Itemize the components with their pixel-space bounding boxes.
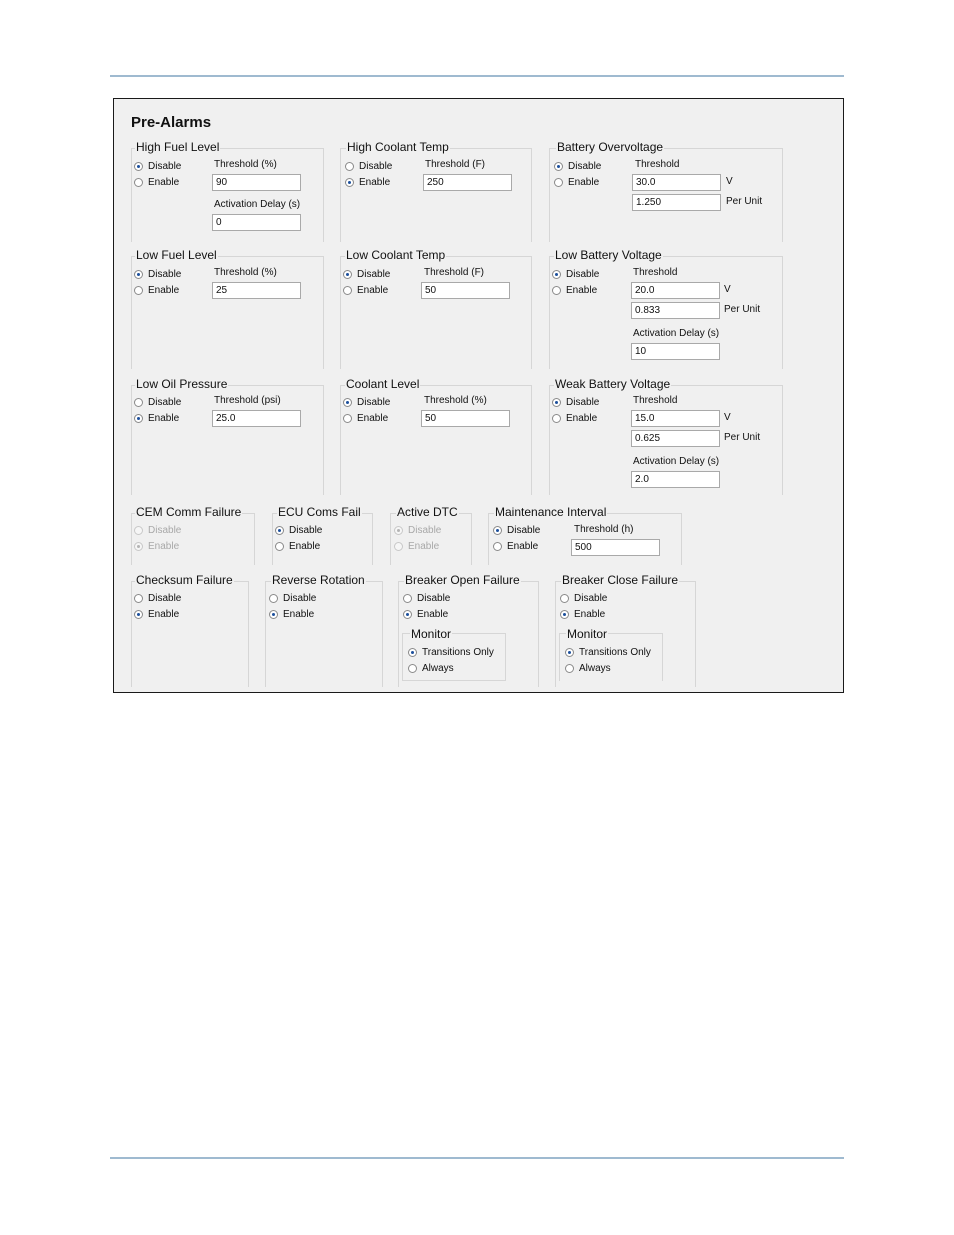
high-fuel-delay-label: Activation Delay (s) bbox=[214, 199, 301, 210]
group-title-maintenance-interval: Maintenance Interval bbox=[495, 505, 607, 519]
radio-breaker-open-disable[interactable] bbox=[403, 593, 450, 604]
radio-label: Disable bbox=[148, 161, 182, 172]
group-ecu-coms-fail bbox=[272, 513, 373, 565]
radio-weak-batt-disable[interactable] bbox=[552, 397, 599, 408]
low-fuel-threshold-label: Threshold (%) bbox=[214, 267, 277, 278]
radio-label: Disable bbox=[357, 269, 391, 280]
radio-dot bbox=[343, 414, 352, 423]
low-fuel-threshold-input[interactable]: 25 bbox=[212, 282, 301, 299]
weak-batt-threshold-label: Threshold bbox=[633, 395, 678, 406]
radio-dot bbox=[343, 270, 352, 279]
radio-breaker-open-enable[interactable] bbox=[403, 609, 448, 620]
radio-label: Transitions Only bbox=[422, 647, 494, 658]
radio-batt-over-enable[interactable] bbox=[554, 177, 599, 188]
radio-label: Enable bbox=[507, 541, 539, 552]
weak-batt-delay-input[interactable]: 2.0 bbox=[631, 471, 720, 488]
radio-low-fuel-enable[interactable] bbox=[134, 285, 179, 296]
radio-dot bbox=[275, 542, 284, 551]
radio-label: Disable bbox=[289, 525, 323, 536]
radio-high-fuel-disable[interactable] bbox=[134, 161, 181, 172]
radio-breaker-close-transitions-only[interactable] bbox=[565, 647, 651, 658]
radio-label: Disable bbox=[148, 525, 182, 536]
radio-label: Disable bbox=[359, 161, 393, 172]
high-fuel-delay-input[interactable]: 0 bbox=[212, 214, 301, 231]
high-fuel-threshold-label: Threshold (%) bbox=[214, 159, 277, 170]
radio-label: Enable bbox=[283, 609, 315, 620]
radio-label: Disable bbox=[408, 525, 442, 536]
radio-dot bbox=[554, 162, 563, 171]
radio-label: Enable bbox=[568, 177, 600, 188]
radio-label: Disable bbox=[566, 269, 600, 280]
radio-breaker-close-enable[interactable] bbox=[560, 609, 605, 620]
radio-label: Enable bbox=[357, 285, 389, 296]
radio-maint-enable[interactable] bbox=[493, 541, 538, 552]
radio-dot bbox=[552, 286, 561, 295]
radio-label: Disable bbox=[417, 593, 451, 604]
group-title-battery-overvoltage: Battery Overvoltage bbox=[557, 140, 664, 154]
radio-low-coolant-disable[interactable] bbox=[343, 269, 390, 280]
radio-low-oil-enable[interactable] bbox=[134, 413, 179, 424]
coolant-level-threshold-input[interactable]: 50 bbox=[421, 410, 510, 427]
low-coolant-threshold-label: Threshold (F) bbox=[424, 267, 485, 278]
weak-batt-threshold-input[interactable]: 15.0 bbox=[631, 410, 720, 427]
radio-dot bbox=[134, 398, 143, 407]
radio-maint-disable[interactable] bbox=[493, 525, 540, 536]
group-cem-comm-failure bbox=[131, 513, 255, 565]
batt-over-threshold-label: Threshold bbox=[635, 159, 680, 170]
radio-label: Transitions Only bbox=[579, 647, 651, 658]
group-active-dtc bbox=[390, 513, 472, 565]
radio-coolant-level-disable[interactable] bbox=[343, 397, 390, 408]
radio-dot bbox=[269, 610, 278, 619]
radio-checksum-enable[interactable] bbox=[134, 609, 179, 620]
footer-rule bbox=[110, 1157, 844, 1159]
radio-label: Disable bbox=[148, 593, 182, 604]
radio-weak-batt-enable[interactable] bbox=[552, 413, 597, 424]
radio-dot bbox=[134, 610, 143, 619]
group-title-reverse-rotation: Reverse Rotation bbox=[272, 573, 365, 587]
weak-batt-delay-label: Activation Delay (s) bbox=[633, 456, 720, 467]
group-title-low-coolant-temp: Low Coolant Temp bbox=[346, 248, 446, 262]
group-title-breaker-open-failure: Breaker Open Failure bbox=[405, 573, 520, 587]
radio-low-batt-disable[interactable] bbox=[552, 269, 599, 280]
maint-threshold-input[interactable]: 500 bbox=[571, 539, 660, 556]
radio-label: Enable bbox=[148, 609, 180, 620]
high-fuel-threshold-input[interactable]: 90 bbox=[212, 174, 301, 191]
radio-label: Enable bbox=[408, 541, 440, 552]
radio-dot bbox=[275, 526, 284, 535]
radio-label: Enable bbox=[148, 541, 180, 552]
radio-low-batt-enable[interactable] bbox=[552, 285, 597, 296]
radio-dot bbox=[134, 178, 143, 187]
radio-dot bbox=[560, 594, 569, 603]
header-rule bbox=[110, 75, 844, 77]
coolant-level-threshold-label: Threshold (%) bbox=[424, 395, 487, 406]
radio-label: Disable bbox=[148, 269, 182, 280]
radio-label: Enable bbox=[359, 177, 391, 188]
radio-label: Enable bbox=[574, 609, 606, 620]
radio-dot bbox=[134, 414, 143, 423]
group-title-breaker-close-monitor: Monitor bbox=[567, 627, 608, 641]
group-title-active-dtc: Active DTC bbox=[397, 505, 458, 519]
radio-dot bbox=[269, 594, 278, 603]
radio-dot bbox=[408, 664, 417, 673]
low-batt-delay-input[interactable]: 10 bbox=[631, 343, 720, 360]
radio-dot bbox=[493, 526, 502, 535]
radio-label: Enable bbox=[148, 177, 180, 188]
group-title-breaker-close-failure: Breaker Close Failure bbox=[562, 573, 679, 587]
weak-batt-unit-label: V bbox=[724, 412, 731, 423]
radio-high-coolant-disable[interactable] bbox=[345, 161, 392, 172]
radio-dot bbox=[552, 398, 561, 407]
radio-checksum-disable[interactable] bbox=[134, 593, 181, 604]
radio-batt-over-disable[interactable] bbox=[554, 161, 601, 172]
radio-label: Enable bbox=[417, 609, 449, 620]
radio-dot bbox=[134, 542, 143, 551]
radio-label: Disable bbox=[574, 593, 608, 604]
radio-reverse-enable[interactable] bbox=[269, 609, 314, 620]
radio-dot bbox=[343, 398, 352, 407]
group-title-checksum-failure: Checksum Failure bbox=[136, 573, 233, 587]
radio-dot bbox=[403, 594, 412, 603]
radio-dot bbox=[134, 526, 143, 535]
radio-label: Disable bbox=[283, 593, 317, 604]
low-oil-threshold-label: Threshold (psi) bbox=[214, 395, 281, 406]
group-title-weak-battery-voltage: Weak Battery Voltage bbox=[555, 377, 671, 391]
batt-over-threshold-input[interactable]: 30.0 bbox=[632, 174, 721, 191]
low-batt-threshold-input[interactable]: 20.0 bbox=[631, 282, 720, 299]
radio-dot bbox=[403, 610, 412, 619]
radio-dtc-disable[interactable] bbox=[394, 525, 441, 536]
radio-label: Disable bbox=[507, 525, 541, 536]
radio-high-fuel-enable[interactable] bbox=[134, 177, 179, 188]
radio-dot bbox=[134, 594, 143, 603]
radio-label: Enable bbox=[566, 413, 598, 424]
weak-batt-per-unit-label: Per Unit bbox=[724, 432, 761, 443]
radio-dot bbox=[134, 270, 143, 279]
low-coolant-threshold-input[interactable]: 50 bbox=[421, 282, 510, 299]
maint-threshold-label: Threshold (h) bbox=[574, 524, 634, 535]
radio-label: Disable bbox=[357, 397, 391, 408]
radio-breaker-close-always[interactable] bbox=[565, 663, 611, 674]
radio-dot bbox=[134, 162, 143, 171]
low-batt-threshold-label: Threshold bbox=[633, 267, 678, 278]
low-batt-per-unit-label: Per Unit bbox=[724, 304, 761, 315]
weak-batt-per-unit-input[interactable]: 0.625 bbox=[631, 430, 720, 447]
radio-ecu-enable[interactable] bbox=[275, 541, 320, 552]
radio-dot bbox=[408, 648, 417, 657]
radio-low-fuel-disable[interactable] bbox=[134, 269, 181, 280]
radio-cem-enable[interactable] bbox=[134, 541, 179, 552]
batt-over-per-unit-label: Per Unit bbox=[726, 196, 763, 207]
radio-dot bbox=[565, 648, 574, 657]
radio-dot bbox=[394, 542, 403, 551]
radio-low-oil-disable[interactable] bbox=[134, 397, 181, 408]
high-coolant-threshold-input[interactable]: 250 bbox=[423, 174, 512, 191]
group-title-high-fuel-level: High Fuel Level bbox=[136, 140, 220, 154]
radio-label: Enable bbox=[289, 541, 321, 552]
high-coolant-threshold-label: Threshold (F) bbox=[425, 159, 486, 170]
radio-label: Disable bbox=[568, 161, 602, 172]
low-batt-per-unit-input[interactable]: 0.833 bbox=[631, 302, 720, 319]
radio-dot bbox=[394, 526, 403, 535]
radio-label: Disable bbox=[566, 397, 600, 408]
radio-dot bbox=[565, 664, 574, 673]
radio-label: Always bbox=[422, 663, 454, 674]
radio-breaker-close-disable[interactable] bbox=[560, 593, 607, 604]
radio-coolant-level-enable[interactable] bbox=[343, 413, 388, 424]
radio-dot bbox=[552, 414, 561, 423]
radio-label: Enable bbox=[566, 285, 598, 296]
radio-label: Enable bbox=[148, 285, 180, 296]
group-title-breaker-open-monitor: Monitor bbox=[411, 627, 452, 641]
radio-dot bbox=[343, 286, 352, 295]
radio-dot bbox=[560, 610, 569, 619]
group-title-high-coolant-temp: High Coolant Temp bbox=[347, 140, 449, 154]
radio-dot bbox=[134, 286, 143, 295]
radio-high-coolant-enable[interactable] bbox=[345, 177, 390, 188]
group-title-cem-comm-failure: CEM Comm Failure bbox=[136, 505, 242, 519]
radio-dot bbox=[552, 270, 561, 279]
batt-over-unit-label: V bbox=[726, 176, 733, 187]
radio-low-coolant-enable[interactable] bbox=[343, 285, 388, 296]
radio-label: Enable bbox=[357, 413, 389, 424]
group-title-low-fuel-level: Low Fuel Level bbox=[136, 248, 217, 262]
radio-label: Disable bbox=[148, 397, 182, 408]
batt-over-per-unit-input[interactable]: 1.250 bbox=[632, 194, 721, 211]
group-title-low-battery-voltage: Low Battery Voltage bbox=[555, 248, 662, 262]
radio-dot bbox=[493, 542, 502, 551]
low-batt-unit-label: V bbox=[724, 284, 731, 295]
radio-reverse-disable[interactable] bbox=[269, 593, 316, 604]
group-title-ecu-coms-fail: ECU Coms Fail bbox=[278, 505, 361, 519]
low-batt-delay-label: Activation Delay (s) bbox=[633, 328, 720, 339]
radio-label: Enable bbox=[148, 413, 180, 424]
radio-dot bbox=[345, 178, 354, 187]
group-title-low-oil-pressure: Low Oil Pressure bbox=[136, 377, 228, 391]
radio-dot bbox=[554, 178, 563, 187]
radio-label: Always bbox=[579, 663, 611, 674]
low-oil-threshold-input[interactable]: 25.0 bbox=[212, 410, 301, 427]
radio-breaker-open-always[interactable] bbox=[408, 663, 454, 674]
radio-ecu-disable[interactable] bbox=[275, 525, 322, 536]
radio-dtc-enable[interactable] bbox=[394, 541, 439, 552]
group-title-coolant-level: Coolant Level bbox=[346, 377, 420, 391]
radio-breaker-open-transitions-only[interactable] bbox=[408, 647, 494, 658]
radio-dot bbox=[345, 162, 354, 171]
radio-cem-disable[interactable] bbox=[134, 525, 181, 536]
page-title: Pre-Alarms bbox=[131, 114, 212, 131]
